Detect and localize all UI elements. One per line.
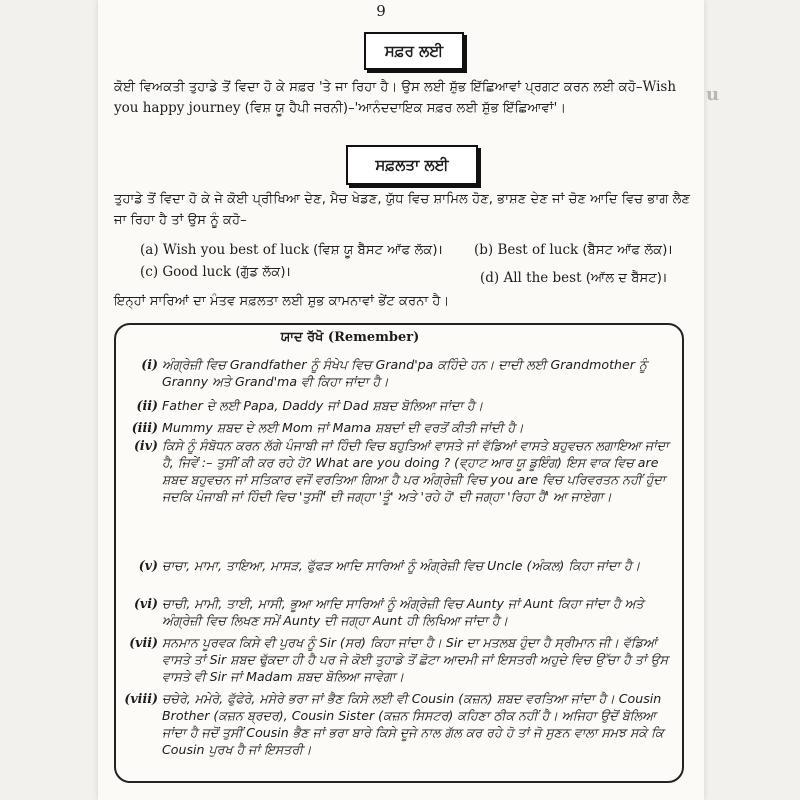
travel-paragraph	[114, 77, 694, 119]
heading-travel: ਸਫ਼ਰ ਲਈ	[364, 32, 464, 70]
adjacent-page-fragment: u	[706, 84, 720, 105]
success-paragraph: ਤੁਹਾਡੇ ਤੋਂ ਵਿਦਾ ਹੋ ਕੇ ਜੇ ਕੋਈ ਪ੍ਰੀਖਿਆ ਦੇਣ, ਮੈਚ ਖੇਡਣ, ਯੁੱਧ ਵਿਚ ਸ਼ਾਮਿਲ ਹੋਣ, ਭਾਸ਼ਣ ਦੇਣ ਜਾਂ ਚੋਣ ਆਦਿ ਵਿਚ ਭਾਗ ਲੈਣ ਜਾ ਰਿਹਾ ਹੈ ਤਾਂ ਉਸ ਨੂੰ ਕਹੋ–	[114, 192, 691, 228]
item-text: ਅੰਗ੍ਰੇਜ਼ੀ ਵਿਚ Grandfather ਨੂੰ ਸੰਖੇਪ ਵਿਚ Grand'pa ਕਹਿੰਦੇ ਹਨ। ਦਾਦੀ ਲਈ Grandmother ਨੂੰ Granny ਅਤੇ Grand'ma ਵੀ ਕਿਹਾ ਜਾਂਦਾ ਹੈ।	[162, 357, 648, 389]
item-number: (iii)	[131, 420, 158, 435]
item-text: Father ਦੇ ਲਈ Papa, Daddy ਜਾਂ Dad ਸ਼ਬਦ ਬੋਲਿਆ ਜਾਂਦਾ ਹੈ।	[162, 398, 484, 413]
travel-text-pa-1: ਕੋਈ ਵਿਅਕਤੀ ਤੁਹਾਡੇ ਤੋਂ ਵਿਦਾ ਹੋ ਕੇ ਸਫ਼ਰ 'ਤੇ ਜਾ ਰਿਹਾ ਹੈ। ਉਸ ਲਈ ਸ਼ੁੱਭ ਇੱਛਿਆਵਾਂ ਪ੍ਰਗਟ ਕਰਨ ਲਈ ਕਹੋ–	[114, 80, 643, 95]
option-d-en: (d) All the best	[480, 270, 582, 286]
remember-title-pa: ਯਾਦ ਰੱਖੋ	[280, 330, 324, 345]
heading-success: ਸਫ਼ਲਤਾ ਲਈ	[346, 145, 478, 185]
item-text: Mummy ਸ਼ਬਦ ਦੇ ਲਈ Mom ਜਾਂ Mama ਸ਼ਬਦਾਂ ਦੀ ਵਰਤੋਂ ਕੀਤੀ ਜਾਂਦੀ ਹੈ।	[162, 420, 524, 435]
option-b-pa: (ਬੈੱਸਟ ਆੱਫ ਲੱਕ)।	[582, 243, 673, 258]
item-number: (i)	[141, 357, 158, 372]
option-a-en: (a) Wish you best of luck	[140, 242, 309, 258]
item-text: ਕਿਸੇ ਨੂੰ ਸੰਬੋਧਨ ਕਰਨ ਲੱਗੇ ਪੰਜਾਬੀ ਜਾਂ ਹਿੰਦੀ ਵਿਚ ਬਹੁਤਿਆਂ ਵਾਸਤੇ ਜਾਂ ਵੱਡਿਆਂ ਵਾਸਤੇ ਬਹੁਵਚਨ ਲਗਾਇਆ ਜਾਂਦਾ ਹੈ, ਜਿਵੇਂ :– ਤੁਸੀਂ ਕੀ ਕਰ ਰਹੇ ਹੋ? What are you doing ? (ਵ੍ਹਾਟ ਆਰ ਯੂ ਡੂਇੰਗ) ਇਸ ਵਾਕ ਵਿਚ are ਸ਼ਬਦ ਬਹੁਵਚਨ ਜਾਂ ਸਤਿਕਾਰ ਵਜੋਂ ਵਰਤਿਆ ਗਿਆ ਹੈ ਪਰ ਅੰਗ੍ਰੇਜ਼ੀ ਵਿਚ you are ਵਿਚ ਪਰਿਵਰਤਨ ਨਹੀਂ ਹੁੰਦਾ ਜਦਕਿ ਪੰਜਾਬੀ ਜਾਂ ਹਿੰਦੀ ਵਿਚ 'ਤੁਸੀਂ' ਦੀ ਜਗ੍ਹਾ 'ਤੂੰ' ਅਤੇ 'ਰਹੇ ਹੋ' ਦੀ ਜਗ੍ਹਾ 'ਰਿਹਾ ਹੈਂ' ਆ ਜਾਏਗਾ।	[162, 438, 669, 504]
remember-title-en: (Remember)	[327, 330, 420, 345]
option-a	[140, 240, 443, 258]
travel-text-en: Wish you happy journey	[114, 79, 677, 116]
item-number: (iv)	[133, 438, 158, 453]
item-number: (ii)	[136, 398, 158, 413]
option-d	[480, 268, 667, 286]
item-text: ਚਚੇਰੇ, ਮਮੇਰੇ, ਫੁੱਫੇਰੇ, ਮਸੇਰੇ ਭਰਾ ਜਾਂ ਭੈਣ ਕਿਸੇ ਲਈ ਵੀ Cousin (ਕਜ਼ਨ) ਸ਼ਬਦ ਵਰਤਿਆ ਜਾਂਦਾ ਹੈ। Cousin Brother (ਕਜ਼ਨ ਬ੍ਰਦਰ), Cousin Sister (ਕਜ਼ਨ ਸਿਸਟਰ) ਕਹਿਣਾ ਠੀਕ ਨਹੀਂ ਹੈ। ਅਜਿਹਾ ਉਦੋਂ ਬੋਲਿਆ ਜਾਂਦਾ ਹੈ ਜਦੋਂ ਤੁਸੀਂ Cousin ਭੈਣ ਜਾਂ ਭਰਾ ਬਾਰੇ ਕਿਸੇ ਦੂਜੇ ਨਾਲ ਗੱਲ ਕਰ ਰਹੇ ਹੋ ਤਾਂ ਜੋ ਸੁਣਨ ਵਾਲਾ ਸਮਝ ਸਕੇ ਕਿ Cousin ਪੁਰਖ ਹੈ ਜਾਂ ਇਸਤਰੀ।	[162, 691, 664, 757]
item-text: ਚਾਚੀ, ਮਾਮੀ, ਤਾਈ, ਮਾਸੀ, ਭੂਆ ਆਦਿ ਸਾਰਿਆਂ ਨੂੰ ਅੰਗ੍ਰੇਜ਼ੀ ਵਿਚ Aunty ਜਾਂ Aunt ਕਿਹਾ ਜਾਂਦਾ ਹੈ ਅਤੇ ਅੰਗ੍ਰੇਜ਼ੀ ਵਿਚ ਲਿਖਣ ਸਮੇਂ Aunty ਦੀ ਜਗ੍ਹਾ Aunt ਹੀ ਲਿਖਿਆ ਜਾਂਦਾ ਹੈ।	[162, 596, 644, 628]
item-number: (viii)	[124, 691, 158, 706]
item-text: ਚਾਚਾ, ਮਾਮਾ, ਤਾਇਆ, ਮਾਸੜ, ਫੁੱਫੜ ਆਦਿ ਸਾਰਿਆਂ ਨੂੰ ਅੰਗ੍ਰੇਜ਼ੀ ਵਿਚ Uncle (ਅੰਕਲ) ਕਿਹਾ ਜਾਂਦਾ ਹੈ।	[162, 558, 641, 573]
item-number: (vii)	[129, 635, 158, 650]
success-closing: ਇਨ੍ਹਾਂ ਸਾਰਿਆਂ ਦਾ ਮੰਤਵ ਸਫ਼ਲਤਾ ਲਈ ਸ਼ੁਭ ਕਾਮਨਾਵਾਂ ਭੇਂਟ ਕਰਨਾ ਹੈ।	[114, 294, 450, 309]
page-number: 9	[376, 2, 386, 20]
option-c	[140, 262, 290, 280]
item-text: ਸਨਮਾਨ ਪੂਰਵਕ ਕਿਸੇ ਵੀ ਪੁਰਖ ਨੂੰ Sir (ਸਰ) ਕਿਹਾ ਜਾਂਦਾ ਹੈ। Sir ਦਾ ਮਤਲਬ ਹੁੰਦਾ ਹੈ ਸ੍ਰੀਮਾਨ ਜੀ। ਵੱਡਿਆਂ ਵਾਸਤੇ ਤਾਂ Sir ਸ਼ਬਦ ਢੁੱਕਦਾ ਹੀ ਹੈ ਪਰ ਜੇ ਕੋਈ ਤੁਹਾਡੇ ਤੋਂ ਛੋਟਾ ਆਦਮੀ ਜਾਂ ਇਸਤਰੀ ਅਹੁਦੇ ਵਿਚ ਉੱਚਾ ਹੈ ਤਾਂ ਉਸ ਵਾਸਤੇ ਵੀ Sir ਜਾਂ Madam ਸ਼ਬਦ ਬੋਲਿਆ ਜਾਵੇਗਾ।	[162, 635, 669, 684]
option-c-pa: (ਗੁੱਡ ਲੱਕ)।	[235, 265, 291, 280]
option-a-pa: (ਵਿਸ਼ ਯੂ ਬੈੱਸਟ ਆੱਫ ਲੱਕ)।	[313, 243, 443, 258]
item-number: (v)	[138, 558, 158, 573]
remember-title	[250, 330, 450, 345]
option-d-pa: (ਆੱਲ ਦ ਬੈੱਸਟ)।	[585, 271, 667, 286]
option-b-en: (b) Best of luck	[474, 242, 579, 258]
item-number: (vi)	[133, 596, 158, 611]
option-c-en: (c) Good luck	[140, 264, 232, 280]
travel-text-pa-2: (ਵਿਸ਼ ਯੂ ਹੈਪੀ ਜਰਨੀ)–'ਆਨੰਦਦਾਇਕ ਸਫ਼ਰ ਲਈ ਸ਼ੁੱਭ ਇੱਛਿਆਵਾਂ'।	[244, 101, 567, 116]
option-b	[474, 240, 672, 258]
